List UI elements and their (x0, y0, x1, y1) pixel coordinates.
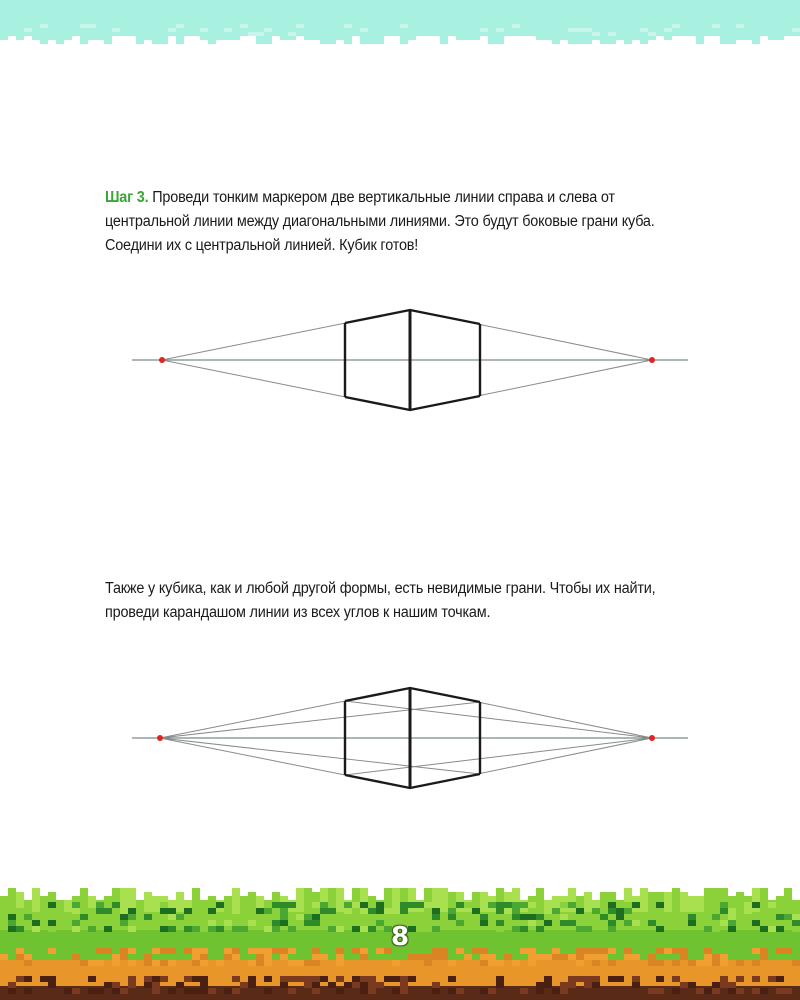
step-text: Проведи тонким маркером две вертикальные линии справа и слева от центральной линии между диагональными линиями. Это будут боковые грани куба. Соедини их с центральной линией. Кубик готов! (105, 189, 655, 254)
vanishing-point-right (649, 357, 655, 363)
hint-paragraph (105, 577, 700, 625)
step-label-dot: . (144, 189, 149, 206)
step-3-paragraph (105, 186, 700, 258)
page-number: 8 (390, 922, 410, 952)
hint-text: Также у кубика, как и любой другой формы, есть невидимые грани. Чтобы их найти, проведи карандашом линии из всех углов к нашим точкам. (105, 580, 656, 621)
cube-figure-visible (0, 290, 800, 430)
vanishing-point-right (649, 735, 655, 741)
top-pixel-band (0, 0, 800, 48)
vanishing-point-left (157, 735, 163, 741)
vanishing-point-left (159, 357, 165, 363)
cube-figure-hidden-edges (0, 668, 800, 808)
step-label: Шаг 3 (105, 189, 145, 206)
